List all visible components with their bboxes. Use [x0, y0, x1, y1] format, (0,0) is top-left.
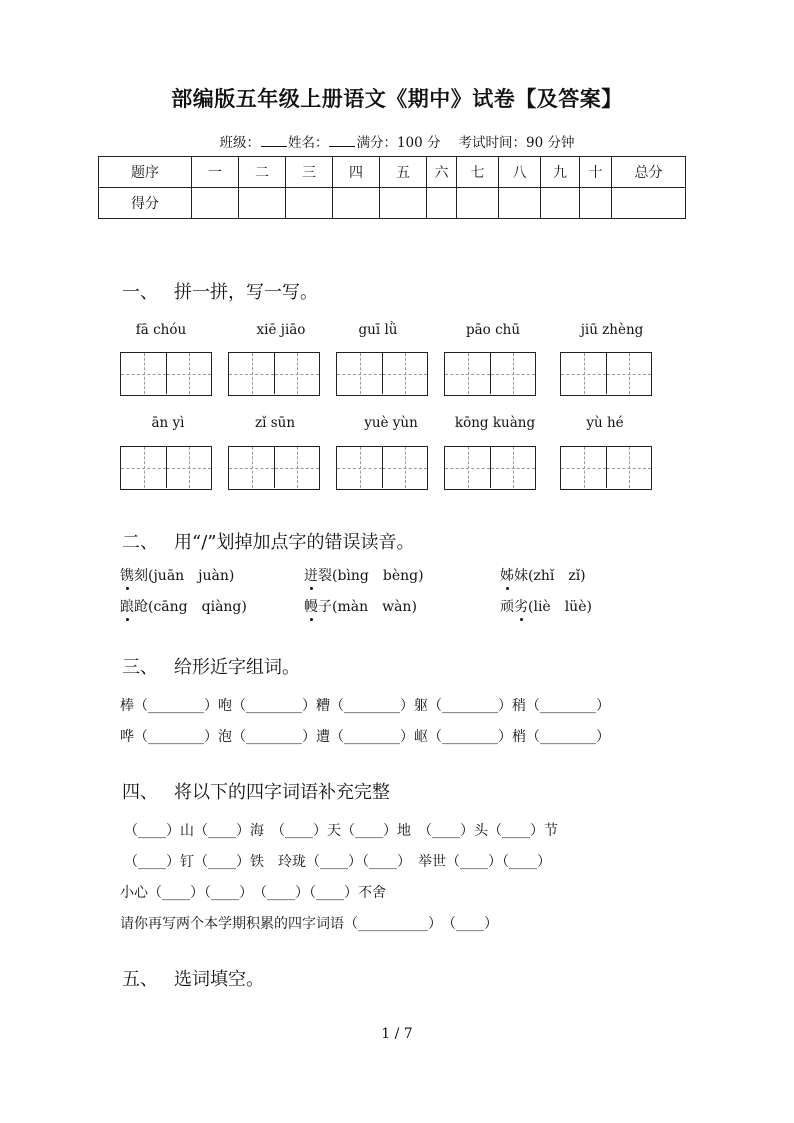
col-6: 六: [427, 157, 457, 188]
writing-grid[interactable]: [120, 352, 212, 396]
writing-grid[interactable]: [444, 352, 536, 396]
section-number: 二、: [122, 532, 158, 553]
score-cell[interactable]: [333, 188, 380, 219]
col-3: 三: [286, 157, 333, 188]
writing-grid[interactable]: [560, 446, 652, 490]
item-text: 子(màn wàn): [318, 599, 417, 615]
item-text: 顽: [500, 599, 514, 615]
pronunciation-item[interactable]: [500, 565, 586, 585]
dotted-char: 踉: [120, 596, 134, 616]
pinyin-3: guī lǜ: [358, 322, 398, 338]
writing-grid[interactable]: [444, 446, 536, 490]
col-8: 八: [499, 157, 541, 188]
section-title: 用“/”划掉加点字的错误读音。: [174, 532, 415, 553]
row-label: 得分: [99, 188, 192, 219]
score-cell[interactable]: [380, 188, 427, 219]
score-cell[interactable]: [192, 188, 239, 219]
score-cell[interactable]: [427, 188, 457, 219]
item-text: 裂(bìng bèng): [318, 568, 424, 584]
page-title: 部编版五年级上册语文《期中》试卷【及答案】: [171, 86, 623, 111]
dotted-char: 镌: [120, 565, 134, 585]
section-title: 拼一拼，写一写。: [174, 282, 318, 303]
col-10: 十: [580, 157, 612, 188]
pronunciation-item[interactable]: [500, 596, 592, 616]
dotted-char: 劣: [514, 596, 528, 616]
score-cell[interactable]: [239, 188, 286, 219]
idiom-line-3[interactable]: 小心（____）（____） （____）（____）不舍: [120, 885, 386, 901]
idiom-line-1[interactable]: （____）山（____）海 （____）天（____）地 （____）头（____）节: [124, 823, 558, 839]
pinyin-7: zǐ sūn: [254, 415, 296, 431]
score-cell[interactable]: [457, 188, 499, 219]
exam-time: 考试时间：90 分钟: [458, 135, 575, 151]
item-text: (liè lüè): [528, 599, 592, 615]
full-score: 满分：100 分: [356, 135, 441, 151]
section-title: 给形近字组词。: [174, 657, 300, 678]
section-number: 五、: [122, 969, 158, 990]
writing-grid[interactable]: [336, 352, 428, 396]
pinyin-10: yù hé: [586, 415, 624, 431]
pinyin-5: jiū zhèng: [580, 322, 644, 338]
score-table: [98, 156, 686, 219]
pinyin-2: xiē jiāo: [256, 322, 306, 338]
section-4-heading: [122, 778, 390, 804]
pinyin-9: kōng kuàng: [454, 415, 536, 431]
score-header-row: [99, 157, 686, 188]
score-cell[interactable]: [499, 188, 541, 219]
section-5-heading: [122, 965, 264, 991]
col-9: 九: [541, 157, 580, 188]
section-number: 三、: [122, 657, 158, 678]
class-blank[interactable]: [261, 134, 287, 147]
col-7: 七: [457, 157, 499, 188]
score-row: [99, 188, 686, 219]
writing-grid[interactable]: [228, 352, 320, 396]
writing-grid[interactable]: [228, 446, 320, 490]
idiom-line-4[interactable]: 请你再写两个本学期积累的四字词语（__________） （____）: [120, 916, 498, 932]
pinyin-6: ān yì: [151, 415, 185, 431]
page-number: 1 / 7: [381, 1026, 413, 1042]
name-blank[interactable]: [329, 134, 355, 147]
section-1-heading: [122, 278, 318, 304]
item-text: 跄(cāng qiàng): [134, 599, 247, 615]
col-5: 五: [380, 157, 427, 188]
col-4: 四: [333, 157, 380, 188]
pinyin-8: yuè yùn: [364, 415, 418, 431]
total-cell[interactable]: [612, 188, 686, 219]
pronunciation-item[interactable]: [120, 596, 247, 616]
pronunciation-item[interactable]: [120, 565, 234, 585]
dotted-char: 幔: [304, 596, 318, 616]
col-2: 二: [239, 157, 286, 188]
dotted-char: 迸: [304, 565, 318, 585]
score-cell[interactable]: [580, 188, 612, 219]
writing-grid[interactable]: [560, 352, 652, 396]
total-label: 总分: [612, 157, 686, 188]
idiom-line-2[interactable]: （____）钉（____）铁 玲珑（____）（____） 举世（____）（____）: [124, 854, 551, 870]
writing-grid[interactable]: [120, 446, 212, 490]
header-label: 题序: [99, 157, 192, 188]
item-text: 刻(juān juàn): [134, 568, 235, 584]
section-title: 将以下的四字词语补充完整: [174, 782, 390, 803]
col-1: 一: [192, 157, 239, 188]
class-label: 班级：: [219, 135, 260, 151]
pinyin-4: pāo chū: [465, 322, 521, 338]
pronunciation-item[interactable]: [304, 596, 417, 616]
dotted-char: 姊: [500, 565, 514, 585]
section-number: 四、: [122, 782, 158, 803]
writing-grid[interactable]: [336, 446, 428, 490]
score-cell[interactable]: [541, 188, 580, 219]
score-cell[interactable]: [286, 188, 333, 219]
word-group-line-2[interactable]: 哗（________）泡（________）遭（________）岖（________）梢（________）: [120, 729, 610, 745]
section-3-heading: [122, 653, 300, 679]
word-group-line-1[interactable]: 棒（________）咆（________）糟（________）躯（________）稍（________）: [120, 698, 610, 714]
item-text: 妹(zhǐ zǐ): [514, 568, 586, 584]
pronunciation-item[interactable]: [304, 565, 424, 585]
name-label: 姓名：: [287, 135, 329, 151]
section-2-heading: [122, 528, 414, 554]
section-number: 一、: [122, 282, 158, 303]
section-title: 选词填空。: [174, 969, 264, 990]
pinyin-1: fā chóu: [135, 322, 187, 338]
exam-meta: [0, 131, 794, 151]
